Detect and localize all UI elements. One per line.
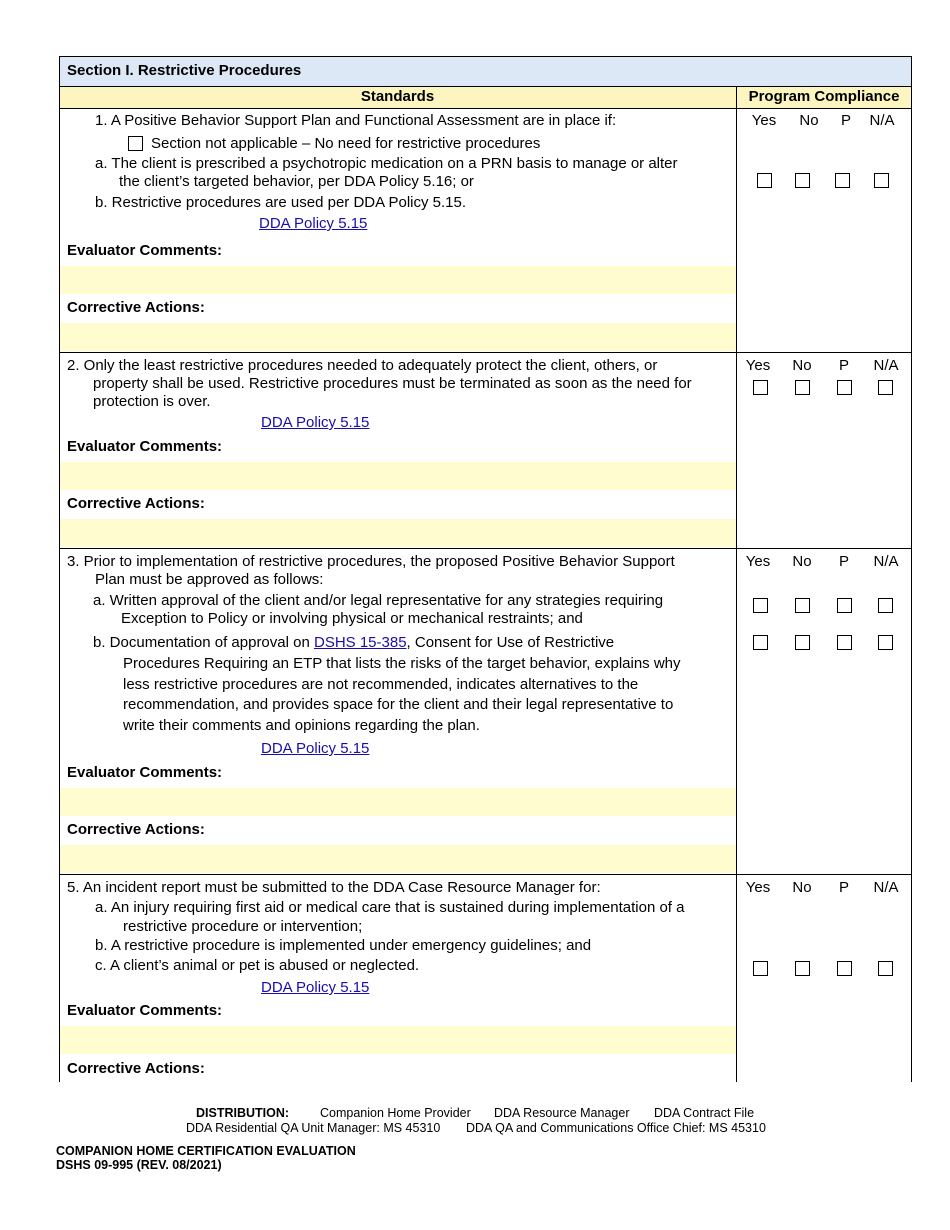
item-1-evaluator-comments-field[interactable] bbox=[60, 266, 736, 294]
item-3-corrective-actions-label: Corrective Actions: bbox=[67, 821, 205, 838]
item-2-na-checkbox[interactable] bbox=[878, 380, 893, 395]
item-2-col-yes: Yes bbox=[745, 357, 771, 374]
item-2-yes-checkbox[interactable] bbox=[753, 380, 768, 395]
item-3b-na-checkbox[interactable] bbox=[878, 635, 893, 650]
item-5-p-checkbox[interactable] bbox=[837, 961, 852, 976]
item-1-no-checkbox[interactable] bbox=[795, 173, 810, 188]
item-2-no-checkbox[interactable] bbox=[795, 380, 810, 395]
item-3-line-2: Plan must be approved as follows: bbox=[95, 571, 324, 588]
item-1-line-5: b. Restrictive procedures are used per DDA Policy 5.15. bbox=[95, 194, 467, 211]
item-5-corrective-actions-label: Corrective Actions: bbox=[67, 1060, 205, 1077]
item-1-col-p: P bbox=[840, 112, 851, 129]
item-1-col-yes: Yes bbox=[751, 112, 777, 129]
item-3-col-no: No bbox=[792, 553, 812, 570]
item-5-col-p: P bbox=[838, 879, 849, 896]
item-5-line-1: 5. An incident report must be submitted to the DDA Case Resource Manager for: bbox=[67, 879, 601, 896]
item-2-corrective-actions-field[interactable] bbox=[60, 519, 736, 547]
item-1-evaluator-comments-label: Evaluator Comments: bbox=[67, 242, 223, 259]
item-1-line-4: the client’s targeted behavior, per DDA Policy 5.16; or bbox=[119, 173, 474, 190]
item-5-line-3: restrictive procedure or intervention; bbox=[123, 918, 363, 935]
standards-header: Standards bbox=[360, 88, 435, 105]
dshs-15-385-link[interactable]: DSHS 15-385 bbox=[313, 634, 407, 651]
item-2-evaluator-comments-label: Evaluator Comments: bbox=[67, 438, 223, 455]
item-1-line-1: 1. A Positive Behavior Support Plan and Functional Assessment are in place if: bbox=[95, 112, 617, 129]
item-1-col-na: N/A bbox=[869, 112, 895, 129]
item-1-line-3: a. The client is prescribed a psychotropic medication on a PRN basis to manage or alter bbox=[95, 155, 678, 172]
not-applicable-checkbox[interactable] bbox=[128, 136, 143, 151]
item-1-na-checkbox[interactable] bbox=[874, 173, 889, 188]
item-2-policy-link[interactable]: DDA Policy 5.15 bbox=[261, 414, 370, 431]
item-3-col-p: P bbox=[838, 553, 849, 570]
distribution-4: DDA Residential QA Unit Manager: MS 45310 bbox=[186, 1121, 441, 1135]
item-3-line-5b: , Consent for Use of Restrictive bbox=[406, 634, 615, 651]
item-3b-no-checkbox[interactable] bbox=[795, 635, 810, 650]
item-5-policy-link[interactable]: DDA Policy 5.15 bbox=[261, 979, 370, 996]
item-1-corrective-actions-field[interactable] bbox=[60, 323, 736, 351]
item-2-col-no: No bbox=[792, 357, 812, 374]
item-3-col-na: N/A bbox=[873, 553, 899, 570]
distribution-3: DDA Contract File bbox=[654, 1106, 755, 1120]
item-2-corrective-actions-label: Corrective Actions: bbox=[67, 495, 205, 512]
item-3-corrective-actions-field[interactable] bbox=[60, 845, 736, 873]
item-3-evaluator-comments-label: Evaluator Comments: bbox=[67, 764, 223, 781]
item-3a-yes-checkbox[interactable] bbox=[753, 598, 768, 613]
distribution-5: DDA QA and Communications Office Chief: MS 45310 bbox=[466, 1121, 766, 1135]
item-2-evaluator-comments-field[interactable] bbox=[60, 462, 736, 490]
item-5-evaluator-comments-field[interactable] bbox=[60, 1026, 736, 1054]
item-3-policy-link[interactable]: DDA Policy 5.15 bbox=[261, 740, 370, 757]
item-3-line-6: Procedures Requiring an ETP that lists the risks of the target behavior, explains why bbox=[123, 655, 681, 672]
item-2-col-p: P bbox=[838, 357, 849, 374]
item-2-line-2: property shall be used. Restrictive procedures must be terminated as soon as the need for bbox=[93, 375, 692, 392]
item-3-line-3: a. Written approval of the client and/or legal representative for any strategies requiring bbox=[93, 592, 664, 609]
item-3-line-7: less restrictive procedures are not recommended, indicates alternatives to the bbox=[123, 676, 639, 693]
item-1-p-checkbox[interactable] bbox=[835, 173, 850, 188]
item-3-line-9: write their comments and opinions regarding the plan. bbox=[123, 717, 480, 734]
item-3-line-4: Exception to Policy or involving physical or mechanical restraints; and bbox=[121, 610, 583, 627]
item-5-col-na: N/A bbox=[873, 879, 899, 896]
item-5-evaluator-comments-label: Evaluator Comments: bbox=[67, 1002, 223, 1019]
item-3-line-8: recommendation, and provides space for the client and their legal representative to bbox=[123, 696, 674, 713]
item-3-line-1: 3. Prior to implementation of restrictive procedures, the proposed Positive Behavior Support bbox=[67, 553, 675, 570]
item-3b-yes-checkbox[interactable] bbox=[753, 635, 768, 650]
item-3a-na-checkbox[interactable] bbox=[878, 598, 893, 613]
item-1-yes-checkbox[interactable] bbox=[757, 173, 772, 188]
item-3a-no-checkbox[interactable] bbox=[795, 598, 810, 613]
section-title: Section I. Restrictive Procedures bbox=[67, 62, 302, 79]
item-3a-p-checkbox[interactable] bbox=[837, 598, 852, 613]
item-5-line-5: c. A client’s animal or pet is abused or neglected. bbox=[95, 957, 420, 974]
distribution-label: DISTRIBUTION: bbox=[196, 1106, 290, 1120]
item-3-evaluator-comments-field[interactable] bbox=[60, 788, 736, 816]
item-5-col-yes: Yes bbox=[745, 879, 771, 896]
form-title: COMPANION HOME CERTIFICATION EVALUATION bbox=[56, 1144, 356, 1158]
item-1-corrective-actions-label: Corrective Actions: bbox=[67, 299, 205, 316]
compliance-header: Program Compliance bbox=[748, 88, 900, 105]
item-2-p-checkbox[interactable] bbox=[837, 380, 852, 395]
item-2-line-3: protection is over. bbox=[93, 393, 211, 410]
distribution-1: Companion Home Provider bbox=[320, 1106, 471, 1120]
item-1-line-2: Section not applicable – No need for restrictive procedures bbox=[151, 135, 541, 152]
item-5-no-checkbox[interactable] bbox=[795, 961, 810, 976]
item-5-na-checkbox[interactable] bbox=[878, 961, 893, 976]
item-3-line-5a: b. Documentation of approval on bbox=[93, 634, 314, 651]
item-5-line-2: a. An injury requiring first aid or medical care that is sustained during implementation of a bbox=[95, 899, 685, 916]
item-5-yes-checkbox[interactable] bbox=[753, 961, 768, 976]
item-3-line-5 bbox=[93, 634, 614, 652]
distribution-2: DDA Resource Manager bbox=[494, 1106, 630, 1120]
item-5-col-no: No bbox=[792, 879, 812, 896]
item-2-col-na: N/A bbox=[873, 357, 899, 374]
item-2-line-1: 2. Only the least restrictive procedures needed to adequately protect the client, others, or bbox=[67, 357, 658, 374]
item-1-policy-link[interactable]: DDA Policy 5.15 bbox=[259, 215, 368, 232]
item-1-col-no: No bbox=[799, 112, 819, 129]
form-number: DSHS 09-995 (REV. 08/2021) bbox=[56, 1158, 222, 1172]
item-3-col-yes: Yes bbox=[745, 553, 771, 570]
item-5-line-4: b. A restrictive procedure is implemented under emergency guidelines; and bbox=[95, 937, 592, 954]
item-3b-p-checkbox[interactable] bbox=[837, 635, 852, 650]
